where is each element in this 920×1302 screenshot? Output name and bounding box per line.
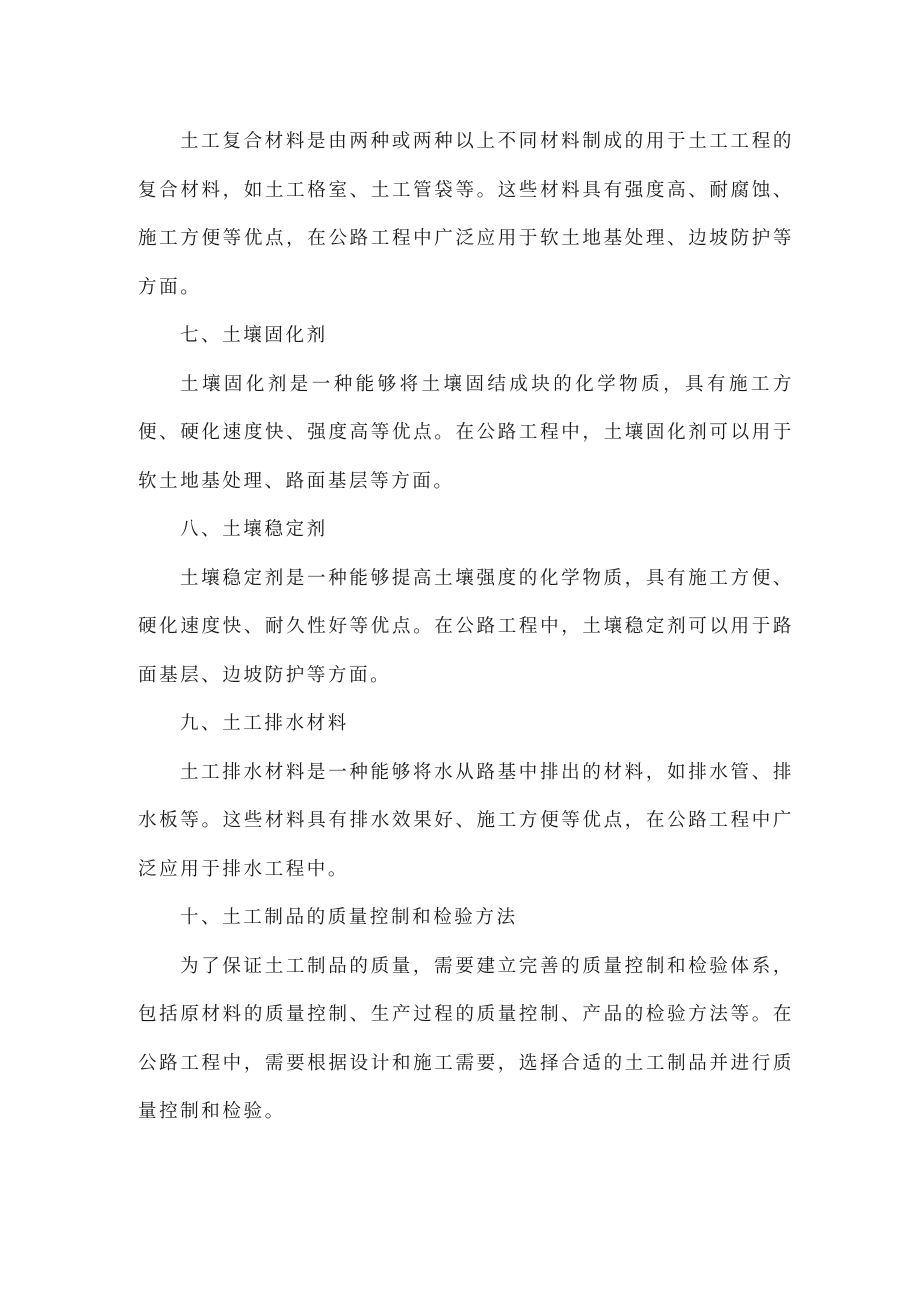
document-body [138,118,794,1137]
paragraph-soil-solidifier: 土壤固化剂是一种能够将土壤固结成块的化学物质，具有施工方便、硬化速度快、强度高等优点。在公路工程中，土壤固化剂可以用于软土地基处理、路面基层等方面。 [138,373,794,492]
paragraph-soil-stabilizer: 土壤稳定剂是一种能够提高土壤强度的化学物质，具有施工方便、硬化速度快、耐久性好等优点。在公路工程中，土壤稳定剂可以用于路面基层、边坡防护等方面。 [138,567,794,686]
paragraph-quality-control: 为了保证土工制品的质量，需要建立完善的质量控制和检验体系，包括原材料的质量控制、生产过程的质量控制、产品的检验方法等。在公路工程中，需要根据设计和施工需要，选择合适的土工制品并进行质量控制和检验。 [138,955,794,1122]
heading-soil-stabilizer: 八、土壤稳定剂 [180,519,328,540]
heading-soil-solidifier: 七、土壤固化剂 [180,325,328,346]
heading-quality-control: 十、土工制品的质量控制和检验方法 [180,907,518,928]
heading-drainage-materials: 九、土工排水材料 [180,713,349,734]
paragraph-drainage-materials: 土工排水材料是一种能够将水从路基中排出的材料，如排水管、排水板等。这些材料具有排水效果好、施工方便等优点，在公路工程中广泛应用于排水工程中。 [138,761,794,880]
paragraph-composite-materials: 土工复合材料是由两种或两种以上不同材料制成的用于土工工程的复合材料，如土工格室、土工管袋等。这些材料具有强度高、耐腐蚀、施工方便等优点，在公路工程中广泛应用于软土地基处理、边坡防护等方面。 [138,131,794,298]
